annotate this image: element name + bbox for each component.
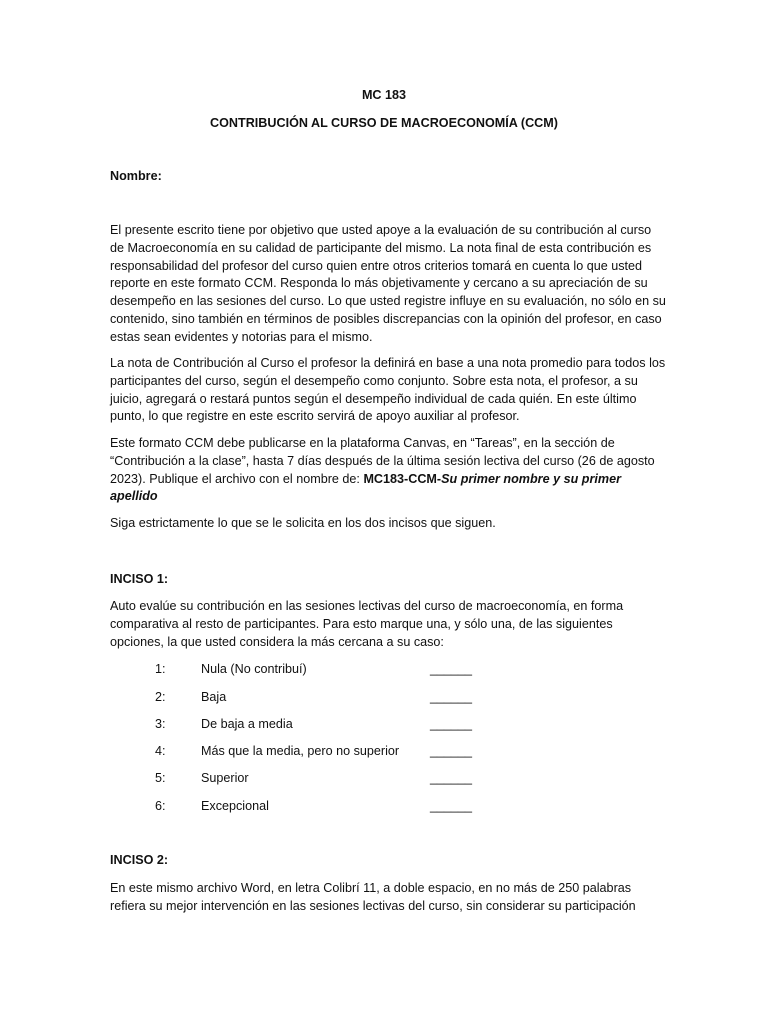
option-number: 1: [155,662,166,676]
document-title: CONTRIBUCIÓN AL CURSO DE MACROECONOMÍA (CCM) [210,116,558,130]
option-2[interactable] [0,689,768,707]
option-1[interactable] [0,661,768,679]
inciso2-title: INCISO 2: [110,853,169,867]
option-blank-line[interactable]: ______ [430,717,473,731]
option-label: Más que la media, pero no superior [201,744,400,758]
option-number: 3: [155,717,166,731]
option-number: 4: [155,744,166,758]
nombre-label: Nombre: [110,169,162,183]
option-blank-line[interactable]: ______ [430,662,473,676]
option-4[interactable] [0,743,768,761]
submission-text: Este formato CCM debe publicarse en la plataforma Canvas, en “Tareas”, en la sección de “Contribución a la clase”, hasta 7 días después de la última sesión lectiva del curso (26 de agosto 2023). Publique el archivo con el nombre de: [110,436,655,486]
inciso2-text: En este mismo archivo Word, en letra Colibrí 11, a doble espacio, en no más de 250 palabras refiera su mejor intervención en las sesiones lectivas del curso, sin considerar su participación [110,881,636,913]
option-blank-line[interactable]: ______ [430,799,473,813]
intro-paragraph: El presente escrito tiene por objetivo que usted apoye a la evaluación de su contribución al curso de Macroeconomía en su calidad de participante del mismo. La nota final de esta contribución es responsabilidad del profesor del curso quien entre otros criterios tomará en cuenta lo que usted reporte en este formato CCM. Responda lo más objetivamente y cercano a su apreciación de su desempeño en las sesiones del curso. Lo que usted registre influye en su evaluación, no sólo en su contenido, sino también en términos de posibles discrepancias con la opinión del profesor, en caso estas sean evidentes y notorias para el mismo. [110,223,666,344]
option-number: 5: [155,771,166,785]
option-6[interactable] [0,798,768,816]
option-5[interactable] [0,770,768,788]
instruction-paragraph: Siga estrictamente lo que se le solicita en los dos incisos que siguen. [110,516,496,530]
option-label: Nula (No contribuí) [201,662,307,676]
option-blank-line[interactable]: ______ [430,771,473,785]
option-blank-line[interactable]: ______ [430,744,473,758]
filename-suffix: Su primer nombre y su primer apellido [110,471,621,504]
grading-paragraph: La nota de Contribución al Curso el profesor la definirá en base a una nota promedio para todos los participantes del curso, según el desempeño como conjunto. Sobre esta nota, el profesor, a su juicio, agregará o restará puntos según el desempeño individual de cada quién. En este último punto, lo que registre en este escrito servirá de apoyo auxiliar al profesor. [110,356,666,424]
option-label: Superior [201,771,249,785]
option-label: Baja [201,690,227,704]
course-code: MC 183 [361,88,407,102]
option-blank-line[interactable]: ______ [430,690,473,704]
option-number: 2: [155,690,166,704]
inciso1-text: Auto evalúe su contribución en las sesiones lectivas del curso de macroeconomía, en forma comparativa al resto de participantes. Para esto marque una, y sólo una, de las siguientes opciones, la que usted considera la más cercana a su caso: [110,599,624,649]
filename-prefix: MC183-CCM- [363,471,442,486]
submission-paragraph [110,435,666,506]
inciso1-title: INCISO 1: [110,572,169,586]
option-label: Excepcional [201,799,269,813]
option-number: 6: [155,799,166,813]
option-3[interactable] [0,716,768,734]
option-label: De baja a media [201,717,293,731]
